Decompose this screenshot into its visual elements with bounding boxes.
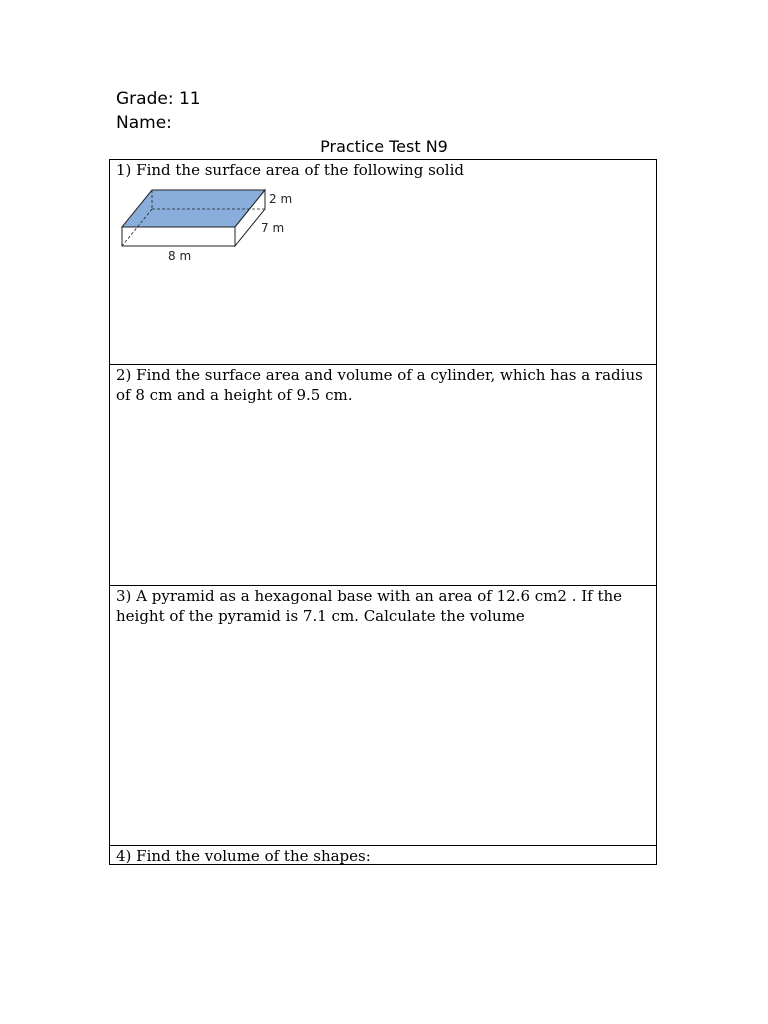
page-title: Practice Test N9 — [320, 137, 448, 156]
question-2-cell — [109, 364, 657, 586]
rectangular-prism-figure — [118, 182, 318, 266]
question-1-text: 1) Find the surface area of the following solid — [116, 161, 464, 179]
prism-depth-label: 7 m — [261, 221, 285, 235]
prism-front-face — [122, 227, 235, 246]
question-1-cell — [109, 159, 657, 365]
question-4-text: 4) Find the volume of the shapes: — [116, 847, 371, 865]
name-label: Name: — [116, 113, 172, 133]
question-3-text: 3) A pyramid as a hexagonal base with an area of 12.6 cm2 . If the height of the pyramid is 7.1 cm. Calculate the volume — [116, 587, 623, 625]
prism-height-label: 2 m — [269, 192, 293, 206]
question-4-cell — [109, 845, 657, 865]
grade-label: Grade: 11 — [116, 89, 201, 109]
question-3-cell — [109, 585, 657, 846]
prism-width-label: 8 m — [168, 249, 192, 263]
question-2-text: 2) Find the surface area and volume of a cylinder, which has a radius of 8 cm and a height of 9.5 cm. — [116, 366, 643, 404]
